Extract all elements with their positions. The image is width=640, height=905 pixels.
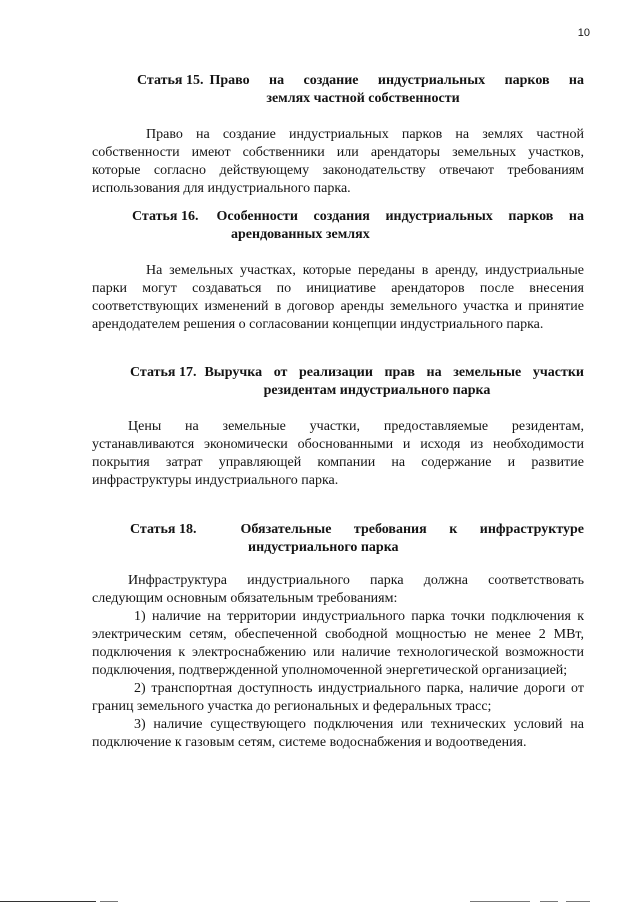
- bottom-edge-mark: [540, 901, 558, 902]
- article-16-body: [92, 262, 584, 334]
- article-title-line1: Обязательные требования к инфраструктуре: [240, 522, 584, 537]
- paragraph-intro: Инфраструктура индустриального парка должна соответствовать следующим основным обязательным требованиям:: [92, 573, 584, 606]
- page-number: 10: [577, 27, 590, 39]
- article-title-line1: Особенности создания индустриальных парков на: [216, 209, 584, 224]
- bottom-edge-mark: [566, 901, 590, 902]
- list-item: 2) транспортная доступность индустриального парка, наличие дороги от границ земельного участка до региональных и федеральных трасс;: [92, 681, 584, 714]
- article-number: Статья 17.: [130, 365, 197, 380]
- article-18-body: [92, 572, 584, 752]
- article-16-heading: [92, 208, 584, 244]
- article-15-heading: [92, 72, 584, 108]
- article-number: Статья 15.: [137, 73, 204, 88]
- article-18-heading: [92, 521, 584, 557]
- article-title-line2: землях частной собственности: [266, 91, 460, 106]
- bottom-edge-mark: [100, 901, 118, 902]
- paragraph: Право на создание индустриальных парков на землях частной собственности имеют собственники или арендаторы земельных участков, которые согласно действующему законодательству отвечают требованиям использования для индустриального парка.: [92, 127, 584, 196]
- article-number: Статья 16.: [132, 209, 199, 224]
- paragraph: Цены на земельные участки, предоставляемые резидентам, устанавливаются экономически обоснованными и исходя из необходимости покрытия затрат управляющей компании на содержание и развитие инфраструктуры индустриального парка.: [92, 419, 584, 488]
- article-title-line2: резидентам индустриального парка: [263, 383, 491, 398]
- paragraph: На земельных участках, которые переданы в аренду, индустриальные парки могут создаваться по инициативе арендаторов после внесения соответствующих изменений в договор аренды земельного участка и принятие арендодателем решения о согласовании концепции индустриального парка.: [92, 263, 584, 332]
- bottom-edge-line: [0, 901, 96, 902]
- list-item: 3) наличие существующего подключения или технических условий на подключение к газовым сетям, системе водоснабжения и водоотведения.: [92, 717, 584, 750]
- article-17-heading: [92, 364, 584, 400]
- article-15-body: [92, 126, 584, 198]
- article-number: Статья 18.: [130, 522, 197, 537]
- article-title-line1: Право на создание индустриальных парков на: [209, 73, 584, 88]
- article-title-line2: индустриального парка: [248, 540, 399, 555]
- article-title-line2: арендованных землях: [231, 227, 370, 242]
- article-17-body: [92, 418, 584, 490]
- article-title-line1: Выручка от реализации прав на земельные участки: [204, 365, 584, 380]
- bottom-edge-mark: [470, 901, 530, 902]
- list-item: 1) наличие на территории индустриального парка точки подключения к электрическим сетям, обеспеченной свободной мощностью не менее 2 МВт, подключения к электроснабжению или наличие технологической возможности подключения, подтвержденной уполномоченной энергетической организацией;: [92, 609, 584, 678]
